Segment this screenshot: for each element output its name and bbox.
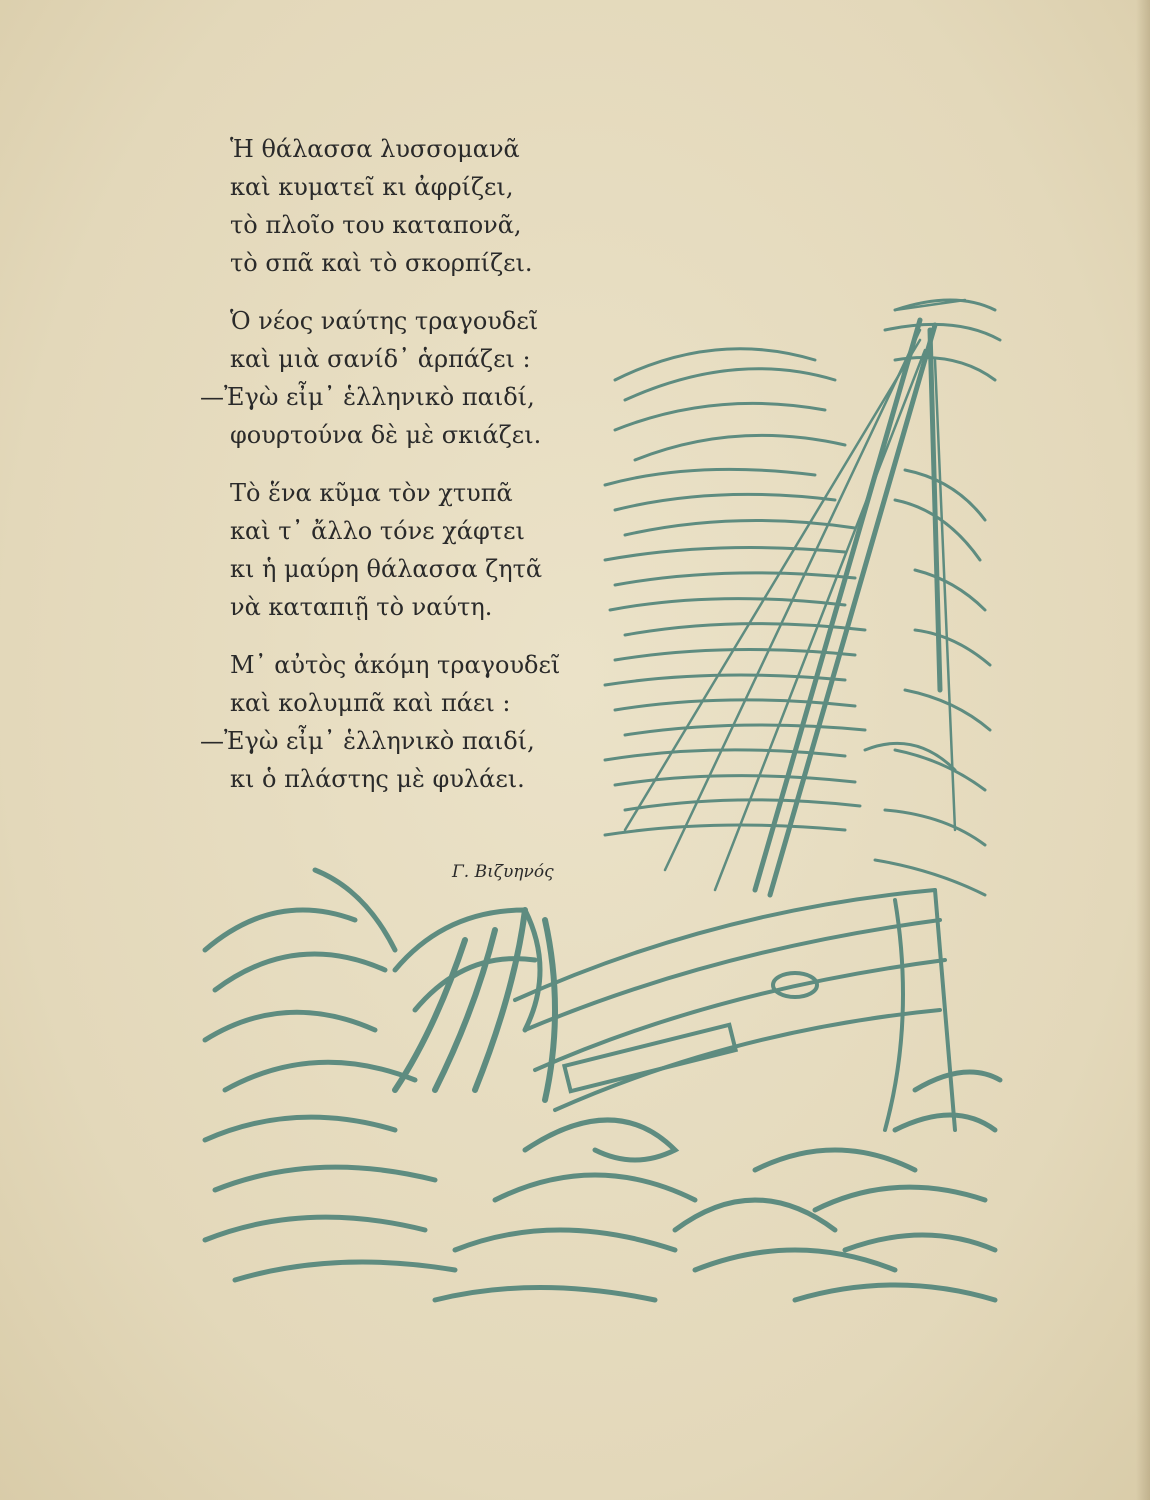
poem-line: καὶ μιὰ σανίδ᾽ ἁρπάζει :: [230, 345, 531, 373]
poem-line: —Ἐγὼ εἶμ᾽ ἑλληνικὸ παιδί,: [200, 727, 535, 755]
stanza-1: [200, 130, 620, 282]
poem-line: κι ἡ μαύρη θάλασσα ζητᾶ: [230, 555, 543, 583]
poem-line: καὶ κολυμπᾶ καὶ πάει :: [230, 689, 511, 717]
stanza-4: [200, 646, 620, 798]
poem-line: καὶ τ᾽ ἄλλο τόνε χάφτει: [230, 517, 525, 545]
poem-line: Ἡ θάλασσα λυσσομανᾶ: [230, 135, 520, 163]
poem: [200, 130, 620, 818]
hull-window-row: [564, 1025, 735, 1091]
poem-line: —Ἐγὼ εἶμ᾽ ἑλληνικὸ παιδί,: [200, 383, 535, 411]
stanza-2: [200, 302, 620, 454]
poem-line: φουρτούνα δὲ μὲ σκιάζει.: [230, 421, 542, 449]
poem-line: τὸ σπᾶ καὶ τὸ σκορπίζει.: [230, 249, 533, 277]
poem-author: Γ. Βιζυηνός: [452, 862, 554, 882]
poem-line: Μ᾽ αὐτὸς ἀκόμη τραγουδεῖ: [230, 651, 561, 679]
mast: [755, 320, 940, 895]
poem-line: κι ὁ πλάστης μὲ φυλάει.: [230, 765, 525, 793]
poem-line: καὶ κυματεῖ κι ἀφρίζει,: [230, 173, 514, 201]
stanza-3: [200, 474, 620, 626]
poem-line: νὰ καταπιῇ τὸ ναύτη.: [230, 593, 493, 621]
hull: [515, 890, 955, 1130]
sky-hatching: [605, 300, 1000, 895]
page-edge-shadow: [1136, 0, 1150, 1500]
poem-line: Ὁ νέος ναύτης τραγουδεῖ: [230, 307, 539, 335]
poem-line: Τὸ ἕνα κῦμα τὸν χτυπᾶ: [230, 479, 513, 507]
poem-line: τὸ πλοῖο του καταπονᾶ,: [230, 211, 522, 239]
